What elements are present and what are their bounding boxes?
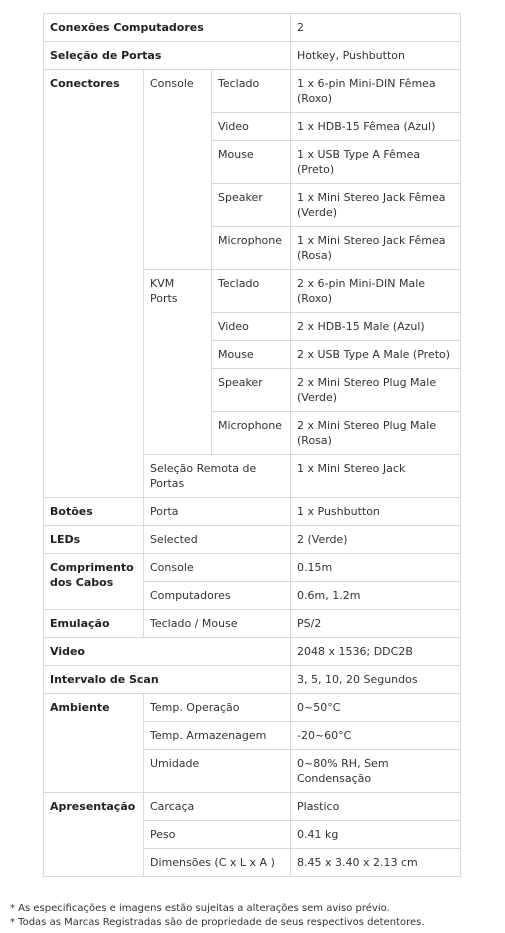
sub-label: Porta xyxy=(144,498,291,526)
item-label: Mouse xyxy=(212,141,291,184)
row-label: Conectores xyxy=(44,70,144,498)
row-label: LEDs xyxy=(44,526,144,554)
item-label: Video xyxy=(212,313,291,341)
table-row xyxy=(44,638,461,666)
group-label: KVM Ports xyxy=(144,270,212,455)
row-value: 2 x Mini Stereo Plug Male (Verde) xyxy=(291,369,461,412)
sub-label: Computadores xyxy=(144,582,291,610)
sub-label: Selected xyxy=(144,526,291,554)
row-value: PS/2 xyxy=(291,610,461,638)
item-label: Speaker xyxy=(212,369,291,412)
row-value: 2 x Mini Stereo Plug Male (Rosa) xyxy=(291,412,461,455)
table-row xyxy=(44,694,461,722)
row-label: Comprimento dos Cabos xyxy=(44,554,144,610)
row-value: 2 x USB Type A Male (Preto) xyxy=(291,341,461,369)
row-value: 2 xyxy=(291,14,461,42)
spec-table xyxy=(43,13,461,877)
row-value: Plastico xyxy=(291,793,461,821)
row-label: Botões xyxy=(44,498,144,526)
item-label: Teclado xyxy=(212,270,291,313)
footnote: * As especificações e imagens estão sujeitas a alterações sem aviso prévio. xyxy=(10,903,390,914)
table-row xyxy=(44,610,461,638)
item-label: Teclado xyxy=(212,70,291,113)
row-value: 0~50°C xyxy=(291,694,461,722)
row-label: Seleção de Portas xyxy=(44,42,291,70)
table-row xyxy=(44,793,461,821)
footnotes xyxy=(10,902,425,930)
row-value: 1 x Mini Stereo Jack xyxy=(291,455,461,498)
sub-label: Console xyxy=(144,554,291,582)
row-value: 1 x USB Type A Fêmea (Preto) xyxy=(291,141,461,184)
sub-label: Umidade xyxy=(144,750,291,793)
table-row xyxy=(44,554,461,582)
table-row xyxy=(44,666,461,694)
row-value: 1 x 6-pin Mini-DIN Fêmea (Roxo) xyxy=(291,70,461,113)
row-label: Ambiente xyxy=(44,694,144,793)
row-value: 1 x Mini Stereo Jack Fêmea (Rosa) xyxy=(291,227,461,270)
table-row xyxy=(44,498,461,526)
row-value: 3, 5, 10, 20 Segundos xyxy=(291,666,461,694)
row-value: 8.45 x 3.40 x 2.13 cm xyxy=(291,849,461,877)
row-value: 2 x HDB-15 Male (Azul) xyxy=(291,313,461,341)
row-value: 0~80% RH, Sem Condensação xyxy=(291,750,461,793)
item-label: Mouse xyxy=(212,341,291,369)
row-value: -20~60°C xyxy=(291,722,461,750)
item-label: Video xyxy=(212,113,291,141)
row-value: 1 x Mini Stereo Jack Fêmea (Verde) xyxy=(291,184,461,227)
row-value: 0.15m xyxy=(291,554,461,582)
row-value: 2 (Verde) xyxy=(291,526,461,554)
table-row xyxy=(44,526,461,554)
sub-label: Carcaça xyxy=(144,793,291,821)
sub-label: Teclado / Mouse xyxy=(144,610,291,638)
row-label: Conexões Computadores xyxy=(44,14,291,42)
row-label: Video xyxy=(44,638,291,666)
table-row xyxy=(44,42,461,70)
sub-label: Peso xyxy=(144,821,291,849)
group-label: Console xyxy=(144,70,212,270)
footnote: * Todas as Marcas Registradas são de propriedade de seus respectivos detentores. xyxy=(10,917,425,928)
item-label: Microphone xyxy=(212,227,291,270)
item-label: Microphone xyxy=(212,412,291,455)
row-label: Emulação xyxy=(44,610,144,638)
item-label: Speaker xyxy=(212,184,291,227)
row-label: Intervalo de Scan xyxy=(44,666,291,694)
table-row xyxy=(44,70,461,113)
row-value: 1 x HDB-15 Fêmea (Azul) xyxy=(291,113,461,141)
row-value: 2048 x 1536; DDC2B xyxy=(291,638,461,666)
row-value: 1 x Pushbutton xyxy=(291,498,461,526)
group-label: Seleção Remota de Portas xyxy=(144,455,291,498)
sub-label: Temp. Armazenagem xyxy=(144,722,291,750)
row-value: 0.6m, 1.2m xyxy=(291,582,461,610)
sub-label: Dimensões (C x L x A ) xyxy=(144,849,291,877)
row-value: Hotkey, Pushbutton xyxy=(291,42,461,70)
table-row xyxy=(44,14,461,42)
row-label: Apresentação xyxy=(44,793,144,877)
row-value: 2 x 6-pin Mini-DIN Male (Roxo) xyxy=(291,270,461,313)
row-value: 0.41 kg xyxy=(291,821,461,849)
sub-label: Temp. Operação xyxy=(144,694,291,722)
